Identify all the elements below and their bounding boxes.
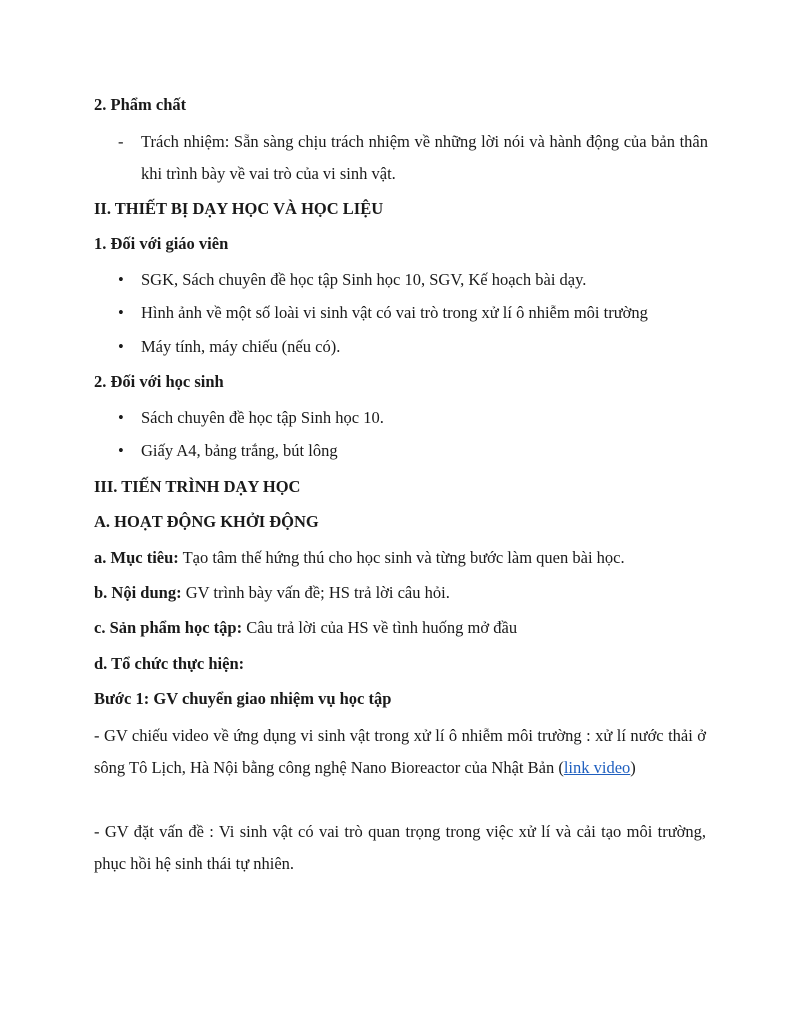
pham-chat-item-text: Trách nhiệm: Sẵn sàng chịu trách nhiệm về những lời nói và hành động của bản thân khi trình bày về vai trò của vi sinh vật. [141, 132, 708, 183]
bullet-marker: • [118, 408, 124, 427]
pham-chat-list-item [118, 126, 708, 190]
section-heading-tien-trinh: III. TIẾN TRÌNH DẠY HỌC [94, 477, 301, 496]
san-pham-label: c. Sản phẩm học tập: [94, 618, 243, 637]
muc-tieu-line [94, 548, 625, 568]
video-paragraph-close: ) [630, 758, 636, 777]
bullet-marker: • [118, 337, 124, 356]
san-pham-line [94, 618, 517, 638]
video-paragraph [94, 720, 706, 784]
to-chuc-heading: d. Tổ chức thực hiện: [94, 654, 245, 673]
teacher-list-item [118, 270, 586, 290]
noi-dung-label: b. Nội dung: [94, 583, 182, 602]
san-pham-text: Câu trả lời của HS về tình huống mở đầu [242, 618, 518, 637]
muc-tieu-label: a. Mục tiêu: [94, 548, 179, 567]
section-heading-pham-chat: 2. Phẩm chất [94, 95, 187, 114]
noi-dung-line [94, 583, 450, 603]
student-item-text: Giấy A4, bảng trắng, bút lông [141, 441, 338, 460]
student-list-item [118, 441, 338, 461]
teacher-item-text: SGK, Sách chuyên đề học tập Sinh học 10, SGV, Kế hoạch bài dạy. [141, 270, 587, 289]
muc-tieu-text: Tạo tâm thế hứng thú cho học sinh và từng bước làm quen bài học. [178, 548, 625, 567]
bullet-marker: • [118, 441, 124, 460]
video-paragraph-text: - GV chiếu video về ứng dụng vi sinh vật trong xử lí ô nhiễm môi trường : xử lí nước thải ở sông Tô Lịch, Hà Nội bằng công nghệ Nano Bioreactor của Nhật Bản ( [94, 726, 706, 777]
student-list-item [118, 408, 384, 428]
subheading-hoc-sinh: 2. Đối với học sinh [94, 372, 224, 391]
problem-paragraph: - GV đặt vấn đề : Vi sinh vật có vai trò quan trọng trong việc xử lí và cải tạo môi trường, phục hồi hệ sinh thái tự nhiên. [94, 822, 706, 873]
teacher-item-text: Hình ảnh về một số loài vi sinh vật có vai trò trong xử lí ô nhiễm môi trường [141, 303, 648, 322]
teacher-item-text: Máy tính, máy chiếu (nếu có). [141, 337, 341, 356]
student-item-text: Sách chuyên đề học tập Sinh học 10. [141, 408, 384, 427]
subheading-giao-vien: 1. Đối với giáo viên [94, 234, 229, 253]
section-heading-thiet-bi: II. THIẾT BỊ DẠY HỌC VÀ HỌC LIỆU [94, 199, 384, 218]
noi-dung-text: GV trình bày vấn đề; HS trả lời câu hỏi. [181, 583, 450, 602]
teacher-list-item [118, 337, 340, 357]
bullet-marker: • [118, 303, 124, 322]
video-link[interactable]: link video [563, 758, 631, 777]
teacher-list-item [118, 303, 648, 323]
buoc-1-heading: Bước 1: GV chuyển giao nhiệm vụ học tập [94, 689, 392, 708]
bullet-marker: • [118, 270, 124, 289]
activity-heading-khoi-dong: A. HOẠT ĐỘNG KHỞI ĐỘNG [94, 512, 319, 531]
dash-marker: - [118, 132, 124, 151]
